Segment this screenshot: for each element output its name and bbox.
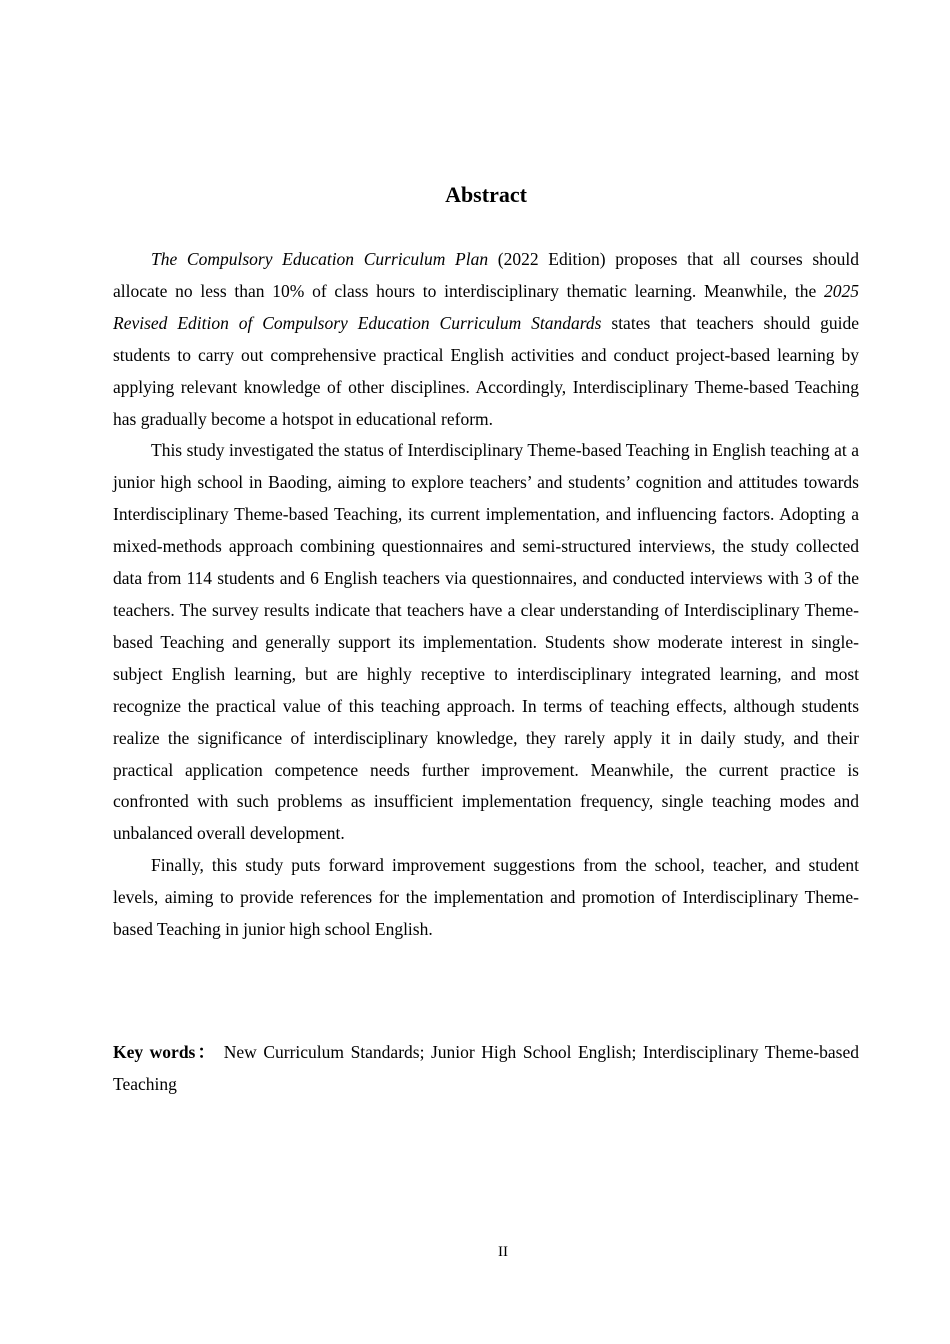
paragraph-1-text-part-2: states that teachers should guide students to carry out comprehensive practical English activities and conduct project-based learning by applying relevant knowledge of other disciplines. Accordingly, Interdisciplinary Theme-based Teaching has gradually become a hotspot in educational reform.: [113, 312, 859, 429]
keywords-label: Key words：: [113, 1042, 218, 1062]
abstract-paragraph-2: This study investigated the status of Interdisciplinary Theme-based Teaching in English teaching at a junior high school in Baoding, aiming to explore teachers’ and students’ cognition and attitudes towards Interdisciplinary Theme-based Teaching, its current implementation, and influencing factors. Adopting a mixed-methods approach combining questionnaires and semi-structured interviews, the study collected data from 114 students and 6 English teachers via questionnaires, and conducted interviews with 3 of the teachers. The survey results indicate that teachers have a clear understanding of Interdisciplinary Theme-based Teaching and generally support its implementation. Students show moderate interest in single-subject English learning, but are highly receptive to interdisciplinary integrated learning, and most recognize the practical value of this teaching approach. In terms of teaching effects, although students realize the significance of interdisciplinary knowledge, they rarely apply it in daily study, and their practical application competence needs further improvement. Meanwhile, the current practice is confronted with such problems as insufficient implementation frequency, single teaching modes and unbalanced overall development.: [113, 440, 859, 844]
page-title: Abstract: [445, 182, 527, 207]
keywords-line: [113, 1036, 859, 1100]
abstract-paragraph-1: [113, 244, 859, 435]
paragraph-1-text-part-1: (2022 Edition) proposes that all courses should allocate no less than 10% of class hours to interdisciplinary thematic learning. Meanwhile, the: [113, 249, 859, 301]
abstract-body: [113, 244, 859, 946]
italic-title-curriculum-plan: The Compulsory Education Curriculum Plan: [151, 249, 489, 269]
abstract-paragraph-3: Finally, this study puts forward improvement suggestions from the school, teacher, and student levels, aiming to provide references for the implementation and promotion of Interdisciplinary Theme-based Teaching in junior high school English.: [113, 855, 859, 940]
italic-title-curriculum-standards: 2025 Revised Edition of Compulsory Education Curriculum Standards: [113, 280, 859, 333]
keywords-text: New Curriculum Standards; Junior High School English; Interdisciplinary Theme-based Teaching: [113, 1042, 860, 1094]
page-number: II: [498, 1244, 508, 1260]
